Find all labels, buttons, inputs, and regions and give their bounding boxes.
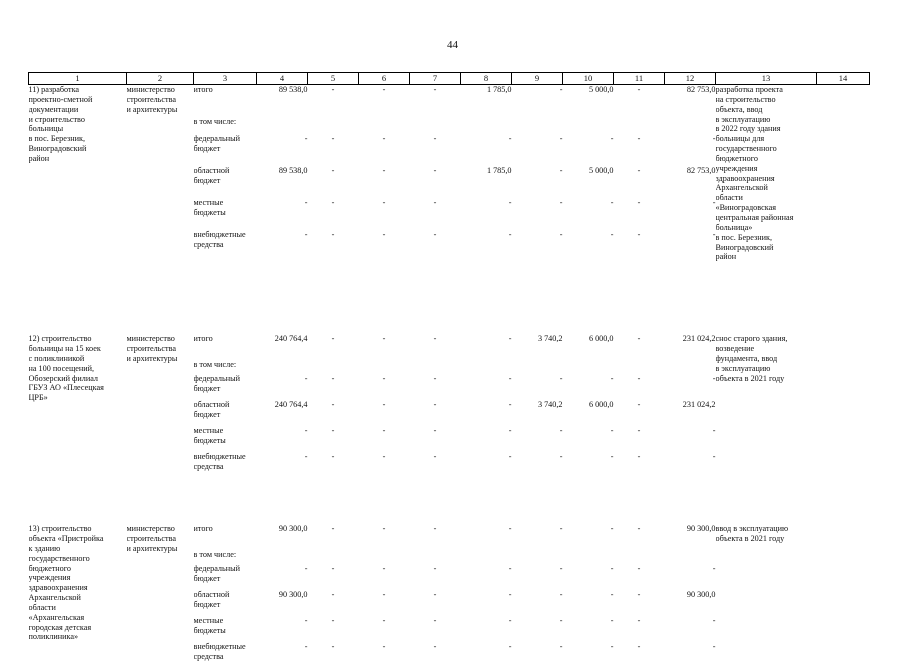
funding-source: федеральный бюджет — [194, 374, 257, 400]
amount-cell: - — [359, 134, 410, 166]
amount-cell: - — [461, 426, 512, 452]
amount-cell: 5 000,0 — [563, 85, 614, 118]
amount-cell: 5 000,0 — [563, 166, 614, 198]
amount-cell — [512, 117, 563, 134]
amount-cell: - — [359, 198, 410, 230]
amount-cell: - — [614, 616, 665, 642]
amount-cell: - — [665, 642, 716, 668]
block-spacer-cell — [29, 478, 870, 524]
project-result: разработка проекта на строительство объекта, ввод в эксплуатацию в 2022 году здания больницы для государственного бюджетного учреждения здравоохранения Архангельской области «Виноградовская центральная районная больница» в пос. Березник, Виноградовский район — [716, 85, 817, 263]
amount-cell — [461, 550, 512, 564]
project-result: ввод в эксплуатацию объекта в 2021 году — [716, 524, 817, 668]
amount-cell: - — [512, 85, 563, 118]
amount-cell: - — [512, 198, 563, 230]
amount-cell: - — [563, 616, 614, 642]
header-col-11: 11 — [614, 73, 665, 85]
header-col-9: 9 — [512, 73, 563, 85]
amount-cell: - — [614, 198, 665, 230]
funding-source: местные бюджеты — [194, 426, 257, 452]
amount-cell: - — [410, 642, 461, 668]
amount-cell — [359, 117, 410, 134]
amount-cell — [563, 550, 614, 564]
amount-cell: - — [461, 564, 512, 590]
amount-cell — [665, 360, 716, 374]
amount-cell — [308, 550, 359, 564]
amount-cell: - — [512, 642, 563, 668]
amount-cell: - — [257, 616, 308, 642]
header-col-5: 5 — [308, 73, 359, 85]
amount-cell: - — [461, 452, 512, 478]
amount-cell: - — [257, 374, 308, 400]
amount-cell — [665, 550, 716, 564]
amount-cell: - — [359, 166, 410, 198]
funding-source: федеральный бюджет — [194, 134, 257, 166]
amount-cell: - — [308, 452, 359, 478]
funding-source: внебюджетные средства — [194, 452, 257, 478]
amount-cell — [665, 117, 716, 134]
amount-cell — [410, 550, 461, 564]
amount-cell: - — [614, 426, 665, 452]
amount-cell: 3 740,2 — [512, 334, 563, 360]
amount-cell: - — [563, 590, 614, 616]
header-col-1: 1 — [29, 73, 127, 85]
funding-source: итого — [194, 85, 257, 118]
amount-cell: - — [461, 374, 512, 400]
amount-cell: - — [512, 426, 563, 452]
amount-cell — [563, 117, 614, 134]
amount-cell: - — [461, 400, 512, 426]
project-result: снос старого здания, возведение фундамента, ввод в эксплуатацию объекта в 2021 году — [716, 334, 817, 478]
amount-cell: 1 785,0 — [461, 166, 512, 198]
amount-cell: - — [614, 642, 665, 668]
amount-cell: - — [665, 198, 716, 230]
amount-cell: 3 740,2 — [512, 400, 563, 426]
header-col-13: 13 — [716, 73, 817, 85]
amount-cell: 240 764,4 — [257, 400, 308, 426]
amount-cell: - — [614, 452, 665, 478]
header-col-6: 6 — [359, 73, 410, 85]
amount-cell: - — [308, 642, 359, 668]
amount-cell: 90 300,0 — [665, 590, 716, 616]
funding-source: в том числе: — [194, 117, 257, 134]
amount-cell: - — [512, 230, 563, 262]
amount-cell: - — [461, 590, 512, 616]
amount-cell: 240 764,4 — [257, 334, 308, 360]
amount-cell: - — [665, 230, 716, 262]
amount-cell: - — [410, 198, 461, 230]
header-col-2: 2 — [127, 73, 194, 85]
amount-cell: - — [359, 85, 410, 118]
amount-cell: - — [410, 134, 461, 166]
block-spacer-cell — [29, 262, 870, 334]
funding-source: областной бюджет — [194, 166, 257, 198]
amount-cell: - — [359, 616, 410, 642]
amount-cell: - — [359, 452, 410, 478]
funding-source: итого — [194, 524, 257, 550]
amount-cell — [512, 360, 563, 374]
page-number: 44 — [0, 39, 905, 51]
amount-cell: - — [257, 564, 308, 590]
project-name: 11) разработка проектно-сметной документации и строительство больницы в пос. Березник, Виноградовский район — [29, 85, 127, 263]
amount-cell: - — [410, 452, 461, 478]
project-executor: министерство строительства и архитектуры — [127, 85, 194, 263]
amount-cell: - — [257, 198, 308, 230]
amount-cell: - — [308, 230, 359, 262]
amount-cell: - — [257, 642, 308, 668]
amount-cell: - — [308, 590, 359, 616]
amount-cell: - — [359, 426, 410, 452]
amount-cell — [563, 360, 614, 374]
amount-cell: - — [410, 230, 461, 262]
amount-cell: 90 300,0 — [257, 590, 308, 616]
amount-cell — [410, 360, 461, 374]
amount-cell: - — [257, 426, 308, 452]
header-col-12: 12 — [665, 73, 716, 85]
amount-cell — [614, 360, 665, 374]
amount-cell: 1 785,0 — [461, 85, 512, 118]
header-col-8: 8 — [461, 73, 512, 85]
funding-source: в том числе: — [194, 550, 257, 564]
amount-cell: - — [563, 564, 614, 590]
program-table — [28, 72, 870, 668]
amount-cell: - — [308, 85, 359, 118]
amount-cell: - — [308, 374, 359, 400]
header-col-14: 14 — [817, 73, 870, 85]
amount-cell: - — [359, 334, 410, 360]
amount-cell: - — [512, 134, 563, 166]
amount-cell: - — [359, 642, 410, 668]
amount-cell: - — [614, 230, 665, 262]
amount-cell — [461, 360, 512, 374]
amount-cell: - — [359, 564, 410, 590]
amount-cell: - — [257, 452, 308, 478]
header-col-10: 10 — [563, 73, 614, 85]
header-col-7: 7 — [410, 73, 461, 85]
amount-cell: - — [359, 524, 410, 550]
amount-cell: 231 024,2 — [665, 334, 716, 360]
amount-cell: - — [308, 166, 359, 198]
amount-cell: - — [512, 616, 563, 642]
amount-cell: - — [410, 590, 461, 616]
amount-cell: - — [308, 198, 359, 230]
amount-cell: - — [410, 564, 461, 590]
amount-cell: - — [665, 374, 716, 400]
amount-cell: 231 024,2 — [665, 400, 716, 426]
amount-cell: 90 300,0 — [257, 524, 308, 550]
amount-cell: - — [461, 642, 512, 668]
funding-source: местные бюджеты — [194, 198, 257, 230]
amount-cell: - — [359, 374, 410, 400]
funding-source: областной бюджет — [194, 400, 257, 426]
amount-cell: - — [308, 524, 359, 550]
header-col-3: 3 — [194, 73, 257, 85]
amount-cell: - — [512, 166, 563, 198]
funding-source: внебюджетные средства — [194, 230, 257, 262]
amount-cell: - — [665, 452, 716, 478]
amount-cell: - — [308, 334, 359, 360]
amount-cell: - — [359, 230, 410, 262]
amount-cell — [257, 117, 308, 134]
amount-cell: 90 300,0 — [665, 524, 716, 550]
amount-cell: - — [563, 452, 614, 478]
amount-cell — [359, 550, 410, 564]
amount-cell: 89 538,0 — [257, 166, 308, 198]
amount-cell: - — [614, 590, 665, 616]
amount-cell: - — [461, 524, 512, 550]
project-name: 13) строительство объекта «Пристройка к зданию государственного бюджетного учреждения здравоохранения Архангельской области «Архангельская городская детская поликлиника» — [29, 524, 127, 668]
amount-cell: 6 000,0 — [563, 400, 614, 426]
funding-source: федеральный бюджет — [194, 564, 257, 590]
amount-cell: - — [461, 334, 512, 360]
amount-cell: - — [665, 426, 716, 452]
amount-cell: - — [410, 374, 461, 400]
amount-cell: - — [563, 642, 614, 668]
amount-cell — [308, 360, 359, 374]
amount-cell: - — [614, 134, 665, 166]
amount-cell: - — [563, 426, 614, 452]
amount-cell: - — [563, 134, 614, 166]
amount-cell: - — [512, 564, 563, 590]
amount-cell: - — [614, 85, 665, 118]
amount-cell: - — [461, 616, 512, 642]
amount-cell: - — [359, 400, 410, 426]
amount-cell: - — [563, 374, 614, 400]
amount-cell — [257, 360, 308, 374]
amount-cell: - — [461, 198, 512, 230]
amount-cell: - — [614, 564, 665, 590]
amount-cell: - — [308, 400, 359, 426]
amount-cell: - — [308, 564, 359, 590]
block-spacer — [29, 262, 870, 334]
funding-row — [29, 524, 870, 550]
amount-cell: - — [410, 426, 461, 452]
amount-cell: - — [665, 134, 716, 166]
table-body — [29, 85, 870, 668]
amount-cell: - — [410, 616, 461, 642]
amount-cell: - — [308, 616, 359, 642]
amount-cell: - — [410, 85, 461, 118]
amount-cell: - — [563, 524, 614, 550]
amount-cell: 82 753,0 — [665, 85, 716, 118]
funding-row — [29, 85, 870, 118]
amount-cell: - — [308, 134, 359, 166]
amount-cell: 89 538,0 — [257, 85, 308, 118]
amount-cell: - — [257, 230, 308, 262]
project-executor: министерство строительства и архитектуры — [127, 334, 194, 478]
project-name: 12) строительство больницы на 15 коек с поликлиникой на 100 посещений, Обозерский филиал ГБУЗ АО «Плесецкая ЦРБ» — [29, 334, 127, 478]
amount-cell: - — [410, 524, 461, 550]
block-spacer — [29, 478, 870, 524]
amount-cell: 82 753,0 — [665, 166, 716, 198]
amount-cell: - — [461, 134, 512, 166]
amount-cell — [614, 117, 665, 134]
amount-cell: - — [461, 230, 512, 262]
project-note — [817, 85, 870, 263]
funding-source: внебюджетные средства — [194, 642, 257, 668]
header-row — [29, 73, 870, 85]
amount-cell — [410, 117, 461, 134]
amount-cell — [359, 360, 410, 374]
amount-cell: - — [563, 230, 614, 262]
header-col-4: 4 — [257, 73, 308, 85]
amount-cell: - — [410, 400, 461, 426]
amount-cell: - — [665, 564, 716, 590]
amount-cell: - — [308, 426, 359, 452]
amount-cell: - — [614, 400, 665, 426]
funding-source: областной бюджет — [194, 590, 257, 616]
amount-cell: - — [512, 452, 563, 478]
amount-cell — [257, 550, 308, 564]
amount-cell: - — [410, 334, 461, 360]
amount-cell: 6 000,0 — [563, 334, 614, 360]
project-executor: министерство строительства и архитектуры — [127, 524, 194, 668]
amount-cell: - — [614, 374, 665, 400]
amount-cell: - — [512, 374, 563, 400]
funding-source: итого — [194, 334, 257, 360]
amount-cell: - — [614, 166, 665, 198]
amount-cell: - — [512, 590, 563, 616]
funding-source: в том числе: — [194, 360, 257, 374]
project-note — [817, 524, 870, 668]
project-note — [817, 334, 870, 478]
amount-cell: - — [359, 590, 410, 616]
amount-cell: - — [512, 524, 563, 550]
amount-cell — [461, 117, 512, 134]
amount-cell: - — [614, 334, 665, 360]
funding-source: местные бюджеты — [194, 616, 257, 642]
amount-cell — [512, 550, 563, 564]
amount-cell — [308, 117, 359, 134]
amount-cell: - — [614, 524, 665, 550]
funding-row — [29, 334, 870, 360]
amount-cell: - — [410, 166, 461, 198]
amount-cell — [614, 550, 665, 564]
amount-cell: - — [257, 134, 308, 166]
amount-cell: - — [563, 198, 614, 230]
amount-cell: - — [665, 616, 716, 642]
